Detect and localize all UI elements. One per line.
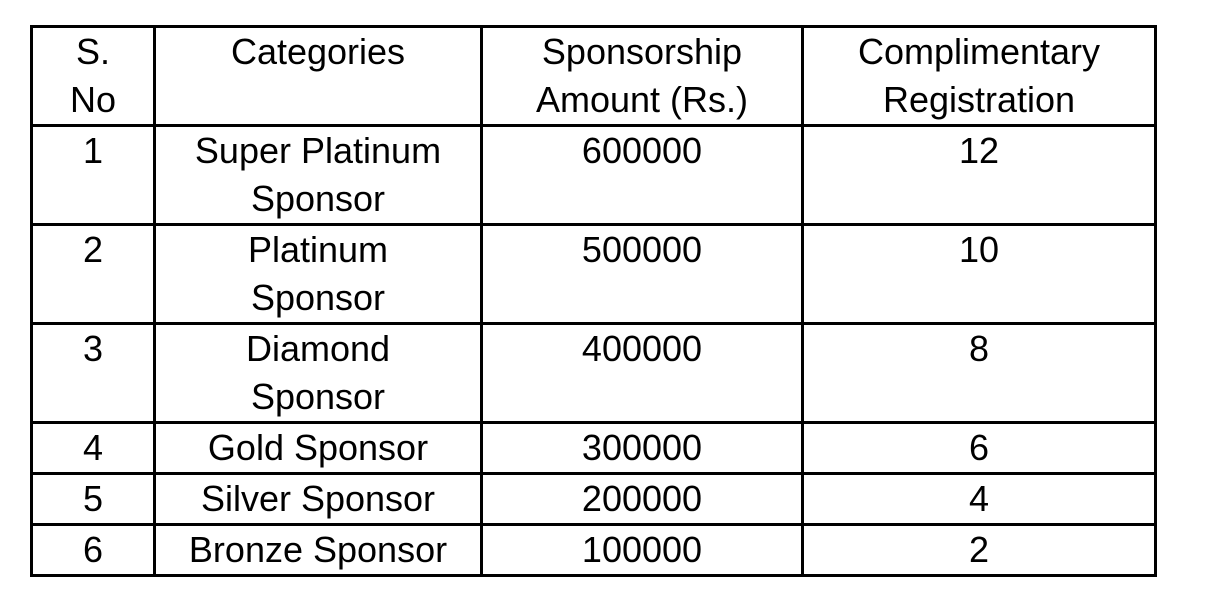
registration-value: 4	[968, 478, 990, 519]
sno-value: 3	[82, 328, 104, 369]
registration-value: 2	[968, 529, 990, 570]
cell-sno	[32, 474, 155, 525]
cell-sno	[32, 126, 155, 225]
header-row	[32, 27, 1156, 126]
cell-category	[155, 225, 482, 324]
table-row	[32, 324, 1156, 423]
cell-registration	[803, 126, 1156, 225]
amount-value: 100000	[581, 529, 703, 570]
cell-category	[155, 423, 482, 474]
amount-value: 600000	[581, 130, 703, 171]
cell-amount	[482, 474, 803, 525]
registration-value: 10	[958, 229, 1000, 270]
header-amount	[482, 27, 803, 126]
cell-amount	[482, 225, 803, 324]
category-value: Platinum Sponsor	[247, 229, 389, 318]
cell-amount	[482, 126, 803, 225]
category-value: Super Platinum Sponsor	[194, 130, 442, 219]
amount-value: 400000	[581, 328, 703, 369]
table-row	[32, 126, 1156, 225]
cell-amount	[482, 324, 803, 423]
category-value: Diamond Sponsor	[245, 328, 391, 417]
sno-value: 4	[82, 427, 104, 468]
cell-registration	[803, 423, 1156, 474]
header-amount-label: Sponsorship Amount (Rs.)	[535, 31, 749, 120]
cell-sno	[32, 525, 155, 576]
table-row	[32, 525, 1156, 576]
cell-category	[155, 126, 482, 225]
amount-value: 300000	[581, 427, 703, 468]
sponsorship-table	[30, 25, 1157, 577]
registration-value: 12	[958, 130, 1000, 171]
cell-registration	[803, 474, 1156, 525]
cell-sno	[32, 225, 155, 324]
cell-category	[155, 474, 482, 525]
header-registration	[803, 27, 1156, 126]
registration-value: 6	[968, 427, 990, 468]
category-value: Silver Sponsor	[200, 478, 436, 519]
header-sno-label: S. No	[69, 31, 117, 120]
amount-value: 500000	[581, 229, 703, 270]
table-row	[32, 423, 1156, 474]
cell-sno	[32, 324, 155, 423]
header-sno	[32, 27, 155, 126]
cell-sno	[32, 423, 155, 474]
cell-registration	[803, 525, 1156, 576]
category-value: Gold Sponsor	[207, 427, 429, 468]
sno-value: 1	[82, 130, 104, 171]
cell-category	[155, 324, 482, 423]
header-category-label: Categories	[230, 31, 406, 72]
cell-category	[155, 525, 482, 576]
cell-amount	[482, 423, 803, 474]
amount-value: 200000	[581, 478, 703, 519]
cell-registration	[803, 324, 1156, 423]
sno-value: 5	[82, 478, 104, 519]
header-category	[155, 27, 482, 126]
category-value: Bronze Sponsor	[188, 529, 448, 570]
table-row	[32, 474, 1156, 525]
cell-amount	[482, 525, 803, 576]
sno-value: 6	[82, 529, 104, 570]
header-registration-label: Complimentary Registration	[857, 31, 1101, 120]
cell-registration	[803, 225, 1156, 324]
table-row	[32, 225, 1156, 324]
registration-value: 8	[968, 328, 990, 369]
sno-value: 2	[82, 229, 104, 270]
